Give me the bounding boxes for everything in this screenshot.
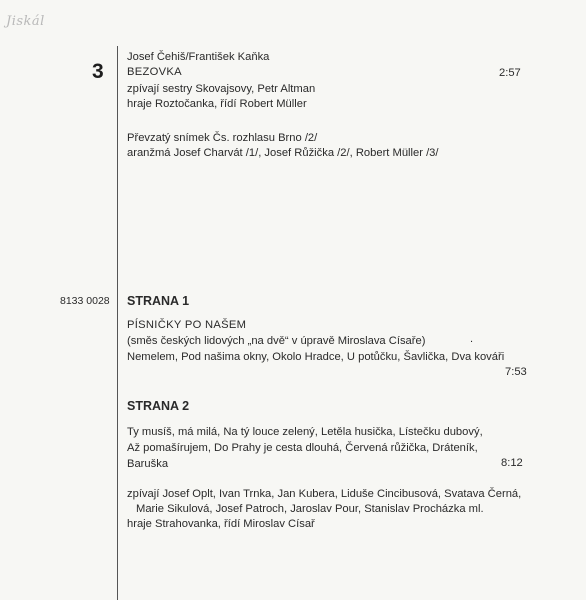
source-note: Převzatý snímek Čs. rozhlasu Brno /2/ <box>127 132 318 144</box>
track-number: 3 <box>92 60 104 83</box>
vertical-divider <box>117 46 118 600</box>
side1-subtitle: (směs českých lidových „na dvě“ v úpravě Miroslava Císaře) <box>127 335 426 347</box>
side1-title: PÍSNIČKY PO NAŠEM <box>127 319 247 331</box>
side1-heading: STRANA 1 <box>127 294 190 308</box>
track-duration: 2:57 <box>499 67 521 79</box>
pencil-note: Jiskál <box>6 14 45 29</box>
side2-songs-line1: Ty musíš, má milá, Na tý louce zelený, Letěla husička, Lístečku dubový, <box>127 426 483 438</box>
stray-dot: . <box>470 333 474 345</box>
track-authors: Josef Čehiš/František Kaňka <box>127 51 270 63</box>
side2-duration: 8:12 <box>501 457 523 469</box>
side2-songs-line2: Až pomašírujem, Do Prahy je cesta dlouhá, Červená růžička, Dráteník, <box>127 442 478 454</box>
side2-songs-line3: Baruška <box>127 458 169 470</box>
track-band: hraje Roztočanka, řídí Robert Müller <box>127 98 307 110</box>
credits-line1: zpívají Josef Oplt, Ivan Trnka, Jan Kubera, Liduše Cincibusová, Svatava Černá, <box>127 488 522 500</box>
side1-songs: Nemelem, Pod našima okny, Okolo Hradce, U potůčku, Šavlička, Dva kováři <box>127 351 505 363</box>
arrangement-note: aranžmá Josef Charvát /1/, Josef Růžička /2/, Robert Müller /3/ <box>127 147 439 159</box>
track-title: BEZOVKA <box>127 66 182 78</box>
catalog-number: 8133 0028 <box>60 295 110 307</box>
side2-heading: STRANA 2 <box>127 399 190 413</box>
track-singers: zpívají sestry Skovajsovy, Petr Altman <box>127 83 316 95</box>
credits-line3: hraje Strahovanka, řídí Miroslav Císař <box>127 518 315 530</box>
credits-line2: Marie Sikulová, Josef Patroch, Jaroslav Pour, Stanislav Procházka ml. <box>136 503 484 515</box>
side1-duration: 7:53 <box>505 366 527 378</box>
